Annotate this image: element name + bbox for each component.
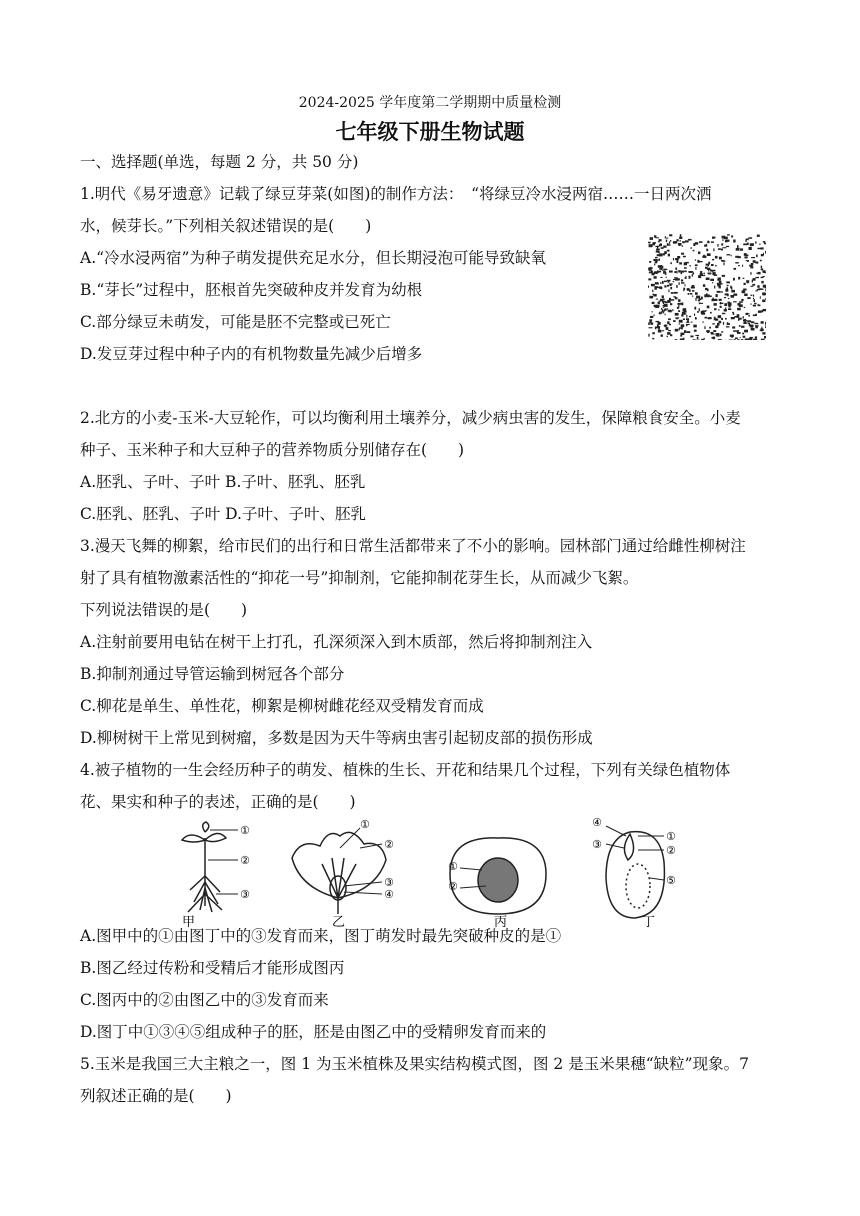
caption-yi: 乙 xyxy=(332,915,346,930)
q1-stem-line1: 1.明代《易牙遗意》记载了绿豆芽菜(如图)的制作方法： “将绿豆冷水浸两宿……一日两次洒 xyxy=(80,185,712,203)
yi-label-2: ② xyxy=(384,838,394,851)
exam-title: 七年级下册生物试题 xyxy=(335,119,525,144)
yi-label-1: ① xyxy=(360,818,370,831)
caption-jia: 甲 xyxy=(182,915,196,930)
q3-stem-line1: 3.漫天飞舞的柳絮，给市民们的出行和日常生活都带来了不小的影响。园林部门通过给雌性柳树注 xyxy=(80,537,746,555)
q2-stem-line2: 种子、玉米种子和大豆种子的营养物质分别储存在( ) xyxy=(80,441,465,459)
figure-ding-seed xyxy=(606,826,664,918)
q3-stem-line2: 射了具有植物激素活性的“抑花一号”抑制剂，它能抑制花芽生长，从而减少飞絮。 xyxy=(80,569,639,587)
ding-label-2: ② xyxy=(666,844,676,857)
figure-jia-seedling xyxy=(182,822,238,912)
q3-option-c: C.柳花是单生、单性花，柳絮是柳树雌花经双受精发育而成 xyxy=(80,697,484,715)
yi-label-3: ③ xyxy=(384,876,394,889)
q3-option-b: B.抑制剂通过导管运输到树冠各个部分 xyxy=(80,665,345,683)
q1-option-b: B.“芽长”过程中，胚根首先突破种皮并发育为幼根 xyxy=(80,281,423,299)
q1-option-c: C.部分绿豆未萌发，可能是胚不完整或已死亡 xyxy=(80,313,391,331)
caption-ding: 丁 xyxy=(642,915,656,930)
ding-label-1: ① xyxy=(666,830,676,843)
ding-label-3: ③ xyxy=(592,838,602,851)
q1-option-d: D.发豆芽过程中种子内的有机物数量先减少后增多 xyxy=(80,345,423,363)
q3-stem-line3: 下列说法错误的是( ) xyxy=(80,601,248,619)
section-heading: 一、选择题(单选，每题 2 分，共 50 分) xyxy=(80,153,359,171)
bing-label-2: ② xyxy=(448,880,458,893)
q2-options-ab: A.胚乳、子叶、子叶 B.子叶、胚乳、胚乳 xyxy=(80,473,366,491)
ding-label-5: ⑤ xyxy=(666,874,676,887)
q5-stem-line2: 列叙述正确的是( ) xyxy=(80,1087,232,1105)
q4-stem-line1: 4.被子植物的一生会经历种子的萌发、植株的生长、开花和结果几个过程，下列有关绿色植物体 xyxy=(80,761,731,779)
caption-bing: 丙 xyxy=(494,915,508,930)
q4-option-a: A.图甲中的①由图丁中的③发育而来，图丁萌发时最先突破种皮的是① xyxy=(80,927,562,945)
q4-option-d: D.图丁中①③④⑤组成种子的胚，胚是由图乙中的受精卵发育而来的 xyxy=(80,1023,547,1041)
bing-label-1: ① xyxy=(448,860,458,873)
q4-stem-line2: 花、果实和种子的表述，正确的是( ) xyxy=(80,793,356,811)
q4-option-c: C.图丙中的②由图乙中的③发育而来 xyxy=(80,991,329,1009)
q2-options-cd: C.胚乳、胚乳、子叶 D.子叶、子叶、胚乳 xyxy=(80,505,366,523)
q2-stem-line1: 2.北方的小麦-玉米-大豆轮作，可以均衡利用土壤养分，减少病虫害的发生，保障粮食安全。小麦 xyxy=(80,409,741,427)
q1-option-a: A.“冷水浸两宿”为种子萌发提供充足水分，但长期浸泡可能导致缺氧 xyxy=(80,249,546,267)
jia-label-1: ① xyxy=(240,824,250,837)
q5-stem-line1: 5.玉米是我国三大主粮之一，图 1 为玉米植株及果实结构模式图，图 2 是玉米果穗“缺粒”现象。7 xyxy=(80,1055,749,1073)
q3-option-d: D.柳树树干上常见到树瘤，多数是因为天牛等病虫害引起韧皮部的损伤形成 xyxy=(80,729,593,747)
figure-bing-fruit xyxy=(450,838,546,914)
jia-label-3: ③ xyxy=(240,888,250,901)
jia-label-2: ② xyxy=(240,854,250,867)
figure-yi-flower xyxy=(292,828,386,914)
q4-figure-group xyxy=(160,818,720,930)
q1-stem-line2: 水，候芽长。”下列相关叙述错误的是( ) xyxy=(80,217,372,235)
exam-subtitle: 2024-2025 学年度第二学期期中质量检测 xyxy=(298,95,562,111)
yi-label-4: ④ xyxy=(384,888,394,901)
ding-label-4: ④ xyxy=(592,818,602,829)
q3-option-a: A.注射前要用电钻在树干上打孔，孔深须深入到木质部，然后将抑制剂注入 xyxy=(80,633,593,651)
bean-sprout-image xyxy=(648,234,766,340)
q4-option-b: B.图乙经过传粉和受精后才能形成图丙 xyxy=(80,959,345,977)
